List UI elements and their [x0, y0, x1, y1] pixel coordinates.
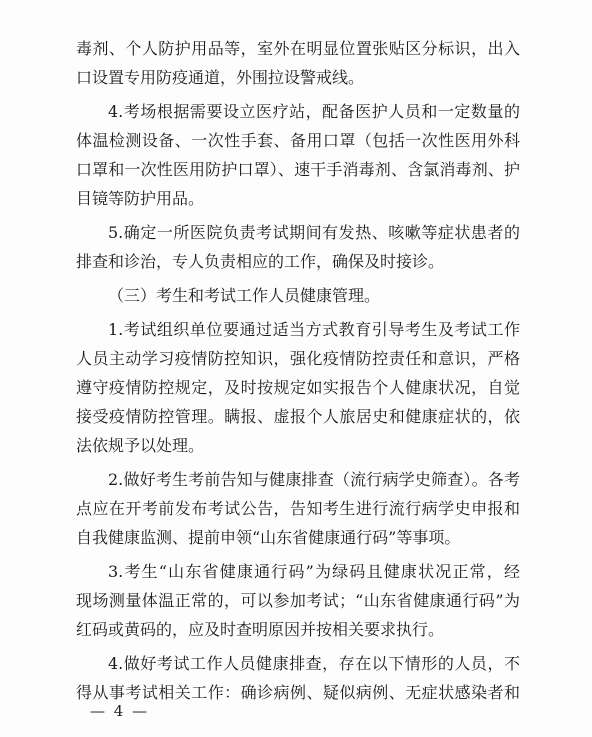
- text-line: 口罩和一次性医用防护口罩）、速干手消毒剂、含氯消毒剂、护: [76, 160, 520, 179]
- text-line: 法依规予以处理。: [76, 436, 205, 455]
- text-line: 目镜等防护用品。: [76, 189, 205, 208]
- text-line: 得从事考试相关工作：确诊病例、疑似病例、无症状感染者和: [76, 683, 520, 702]
- text-line: 红码或黄码的，应及时查明原因并按相关要求执行。: [76, 620, 445, 639]
- paragraph-section-item-3: [76, 557, 520, 644]
- text-line: 遵守疫情防控规定，及时按规定如实报告个人健康状况，自觉: [76, 378, 520, 397]
- paragraph-section-item-1: [76, 315, 520, 460]
- text-line: 3.考生“山东省健康通行码”为绿码且健康状况正常，经: [108, 562, 520, 581]
- text-line: 4.考场根据需要设立医疗站，配备医护人员和一定数量的: [108, 102, 520, 121]
- section-heading: （三）考生和考试工作人员健康管理。: [108, 286, 381, 305]
- text-line: 毒剂、个人防护用品等，室外在明显位置张贴区分标识，出入: [76, 39, 520, 58]
- page-number: — 4 —: [90, 702, 150, 720]
- text-line: 排查和诊治，专人负责相应的工作，确保及时接诊。: [76, 252, 445, 271]
- paragraph-section-item-4: [76, 649, 520, 707]
- text-line: 4.做好考试工作人员健康排查，存在以下情形的人员，不: [108, 654, 520, 673]
- text-line: 自我健康监测、提前申领“山东省健康通行码”等事项。: [76, 528, 461, 547]
- paragraph-continuation: [76, 34, 520, 92]
- paragraph-section-item-2: [76, 465, 520, 552]
- text-line: 现场测量体温正常的，可以参加考试；“山东省健康通行码”为: [76, 591, 520, 610]
- paragraph-item-5-hospital: [76, 218, 520, 276]
- document-body: [76, 34, 520, 712]
- text-line: 2.做好考生考前告知与健康排查（流行病学史筛查）。各考: [108, 470, 520, 489]
- text-line: 5.确定一所医院负责考试期间有发热、咳嗽等症状患者的: [108, 223, 520, 242]
- text-line: 口设置专用防疫通道，外围拉设警戒线。: [76, 68, 365, 87]
- text-line: 体温检测设备、一次性手套、备用口罩（包括一次性医用外科: [76, 131, 520, 150]
- text-line: 点应在开考前发布考试公告，告知考生进行流行病学史申报和: [76, 499, 520, 518]
- text-line: 人员主动学习疫情防控知识，强化疫情防控责任和意识，严格: [76, 349, 520, 368]
- text-line: 接受疫情防控管理。瞒报、虚报个人旅居史和健康症状的，依: [76, 407, 520, 426]
- text-line: 1.考试组织单位要通过适当方式教育引导考生及考试工作: [108, 320, 520, 339]
- paragraph-item-4-medical-station: [76, 97, 520, 213]
